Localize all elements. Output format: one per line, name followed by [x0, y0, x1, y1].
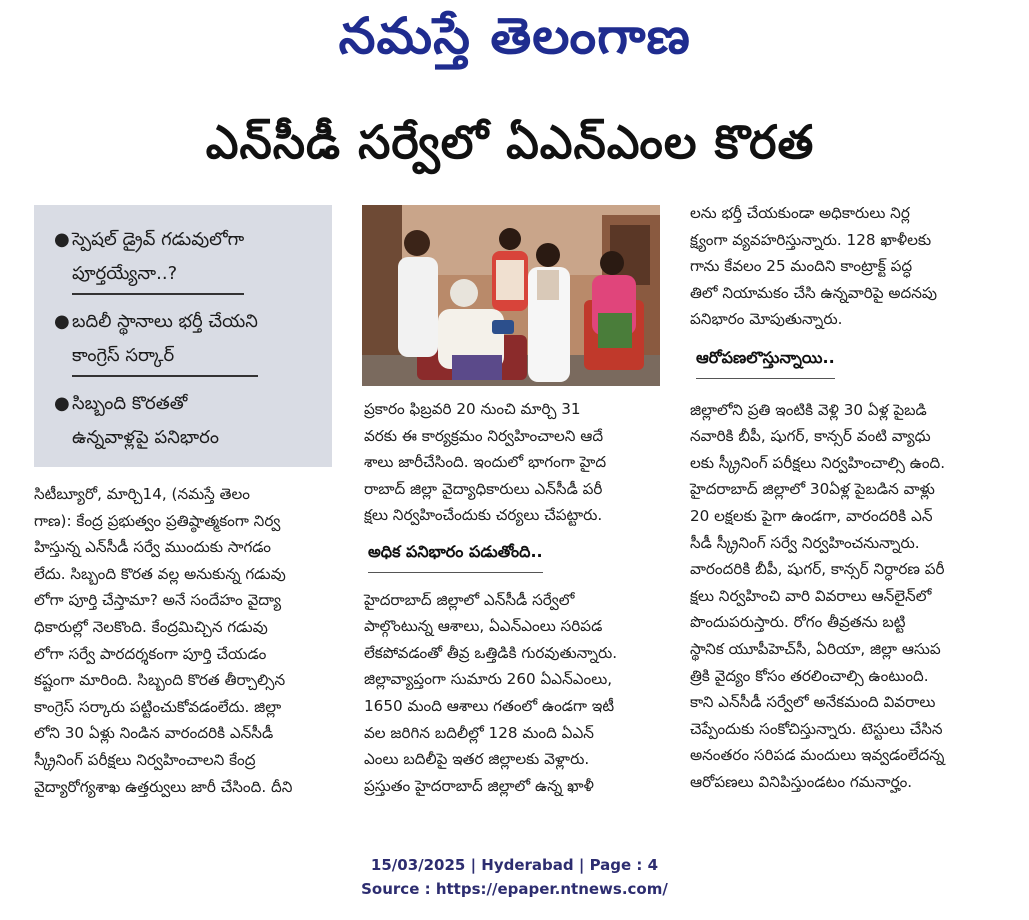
subhead-wrapper: [696, 343, 990, 383]
bullet-icon: ●: [54, 311, 70, 332]
paragraph: జిల్లాలోని ప్రతి ఇంటికి వెళ్లి 30 ఏళ్ల పైబడి నవారికి బీపీ, షుగర్, కాన్సర్ వంటి వ్యాధు లకు స్క్రీనింగ్ పరీక్షలు నిర్వహించాల్సి ఉంది. హైదరాబాద్ జిల్లాలో 30ఏళ్ల పైబడిన వాళ్లు 20 లక్షలకు పైగా ఉండగా, వారందరికి ఎన్ సీడీ స్క్రీనింగ్ సర్వే నిర్వహించనున్నారు. వారందరికి బీపీ, షుగర్, కాన్సర్ నిర్ధారణ పరీ క్షలు నిర్వహించి వారి వివరాలు ఆన్‌లైన్‌లో పొందుపరుస్తారు. రోగం తీవ్రతను బట్టి స్థానిక యూపీహెచ్‌సీ, ఏరియా, జిల్లా ఆసుప త్రికి వైద్యం కోసం తరలించాల్సి ఉంటుంది. కాని ఎన్‌సీడీ సర్వేలో అనేకమంది వివరాలు చెప్పేందుకు సంకోచిస్తున్నారు. టెస్టులు చేసిన అనంతరం సరిపడ మందులు ఇవ్వడంలేదన్న ఆరోపణలు వినిపిస్తుండటం గమనార్హం.: [690, 400, 946, 791]
paragraph: ప్రకారం ఫిబ్రవరి 20 నుంచి మార్చి 31 వరకు ఈ కార్యక్రమం నిర్వహించాలని ఆదే శాలు జారీచేసింది. ఇందులో భాగంగా హైద రాబాద్ జిల్లా వైద్యాధికారులు ఎన్‌సీడీ పరీ క్షలు నిర్వహించేందుకు చర్యలు చేపట్టారు.: [364, 400, 607, 525]
newspaper-logo: నమస్తే తెలంగాణ: [338, 6, 691, 65]
highlight-item: [54, 387, 318, 457]
highlight-text: బదిలీ స్థానాలు భర్తీ చేయని కాంగ్రెస్ సర్కార్: [72, 305, 258, 377]
article-column-1: [34, 481, 334, 800]
bullet-icon: ●: [54, 229, 70, 250]
article-headline-block: [60, 112, 960, 184]
paragraph: లను భర్తీ చేయకుండా అధికారులు నిర్ల క్ష్యంగా వ్యవహరిస్తున్నారు. 128 ఖాళీలకు గాను కేవలం 25 మందిని కాంట్రాక్ట్ పద్ధ తిలో నియామకం చేసి ఉన్నవారిపై అదనపు పనిభారం మోపుతున్నారు.: [690, 204, 938, 329]
article-column-2: [364, 396, 661, 799]
highlight-text: స్పెషల్ డ్రైవ్ గడువులోగా పూర్తయ్యేనా..?: [72, 223, 244, 295]
subheading: ఆరోపణలొస్తున్నాయి..: [696, 345, 835, 379]
article-photo: [362, 205, 660, 386]
masthead: [0, 2, 1029, 82]
highlights-box: [34, 205, 332, 467]
page-footer: [0, 853, 1029, 901]
footer-source-line: Source : https://epaper.ntnews.com/: [361, 880, 668, 898]
highlight-item: [54, 223, 318, 295]
subheading: అధిక పనిభారం పడుతోంది..: [368, 539, 543, 573]
subhead-wrapper: [368, 537, 661, 577]
highlight-item: [54, 305, 318, 377]
article-column-3: [690, 200, 990, 795]
health-survey-photo: [362, 205, 660, 386]
paragraph: సిటీబ్యూరో, మార్చి14, (నమస్తే తెలం గాణ): కేంద్ర ప్రభుత్వం ప్రతిష్ఠాత్మకంగా నిర్వ హిస్తున్న ఎన్‌సీడీ సర్వే ముందుకు సాగడం లేదు. సిబ్బంది కొరత వల్ల అనుకున్న గడువు లోగా పూర్తి చేస్తామా? అనే సందేహం వైద్యా ధికారుల్లో నెలకొంది. కేంద్రమిచ్చిన గడువు లోగా సర్వే పారదర్శకంగా పూర్తి చేయడం కష్టంగా మారింది. సిబ్బంది కొరత తీర్చాల్సిన కాంగ్రెస్ సర్కారు పట్టించుకోవడంలేదు. జిల్లా లోని 30 ఏళ్లు నిండిన వారందరికి ఎన్‌సీడీ స్క్రీనింగ్ పరీక్షలు నిర్వహించాలని కేంద్ర వైద్యారోగ్యశాఖ ఉత్తర్వులు జారీ చేసింది. దీని: [34, 485, 293, 796]
paragraph: హైదరాబాద్ జిల్లాలో ఎన్‌సీడీ సర్వేలో పాల్గొంటున్న ఆశాలు, ఏఎన్‌ఎంలు సరిపడ లేకపోవడంతో తీవ్ర ఒత్తిడికి గురవుతున్నారు. జిల్లావ్యాప్తంగా సుమారు 260 ఏఎన్‌ఎంలు, 1650 మంది ఆశాలు గతంలో ఉండగా ఇటీ వల జరిగిన బదిలీల్లో 128 మంది ఏఎన్ ఎంలు బదిలీపై ఇతర జిల్లాలకు వెళ్లారు. ప్రస్తుతం హైదరాబాద్ జిల్లాలో ఉన్న ఖాళీ: [364, 590, 618, 795]
bullet-icon: ●: [54, 393, 70, 414]
article-headline: ఎన్‌సీడీ సర్వేలో ఏఎన్‌ఎంల కొరత: [205, 115, 815, 169]
footer-date-line: 15/03/2025 | Hyderabad | Page : 4: [370, 856, 659, 874]
highlight-text: సిబ్బంది కొరతతో ఉన్నవాళ్లపై పనిభారం: [72, 393, 219, 448]
